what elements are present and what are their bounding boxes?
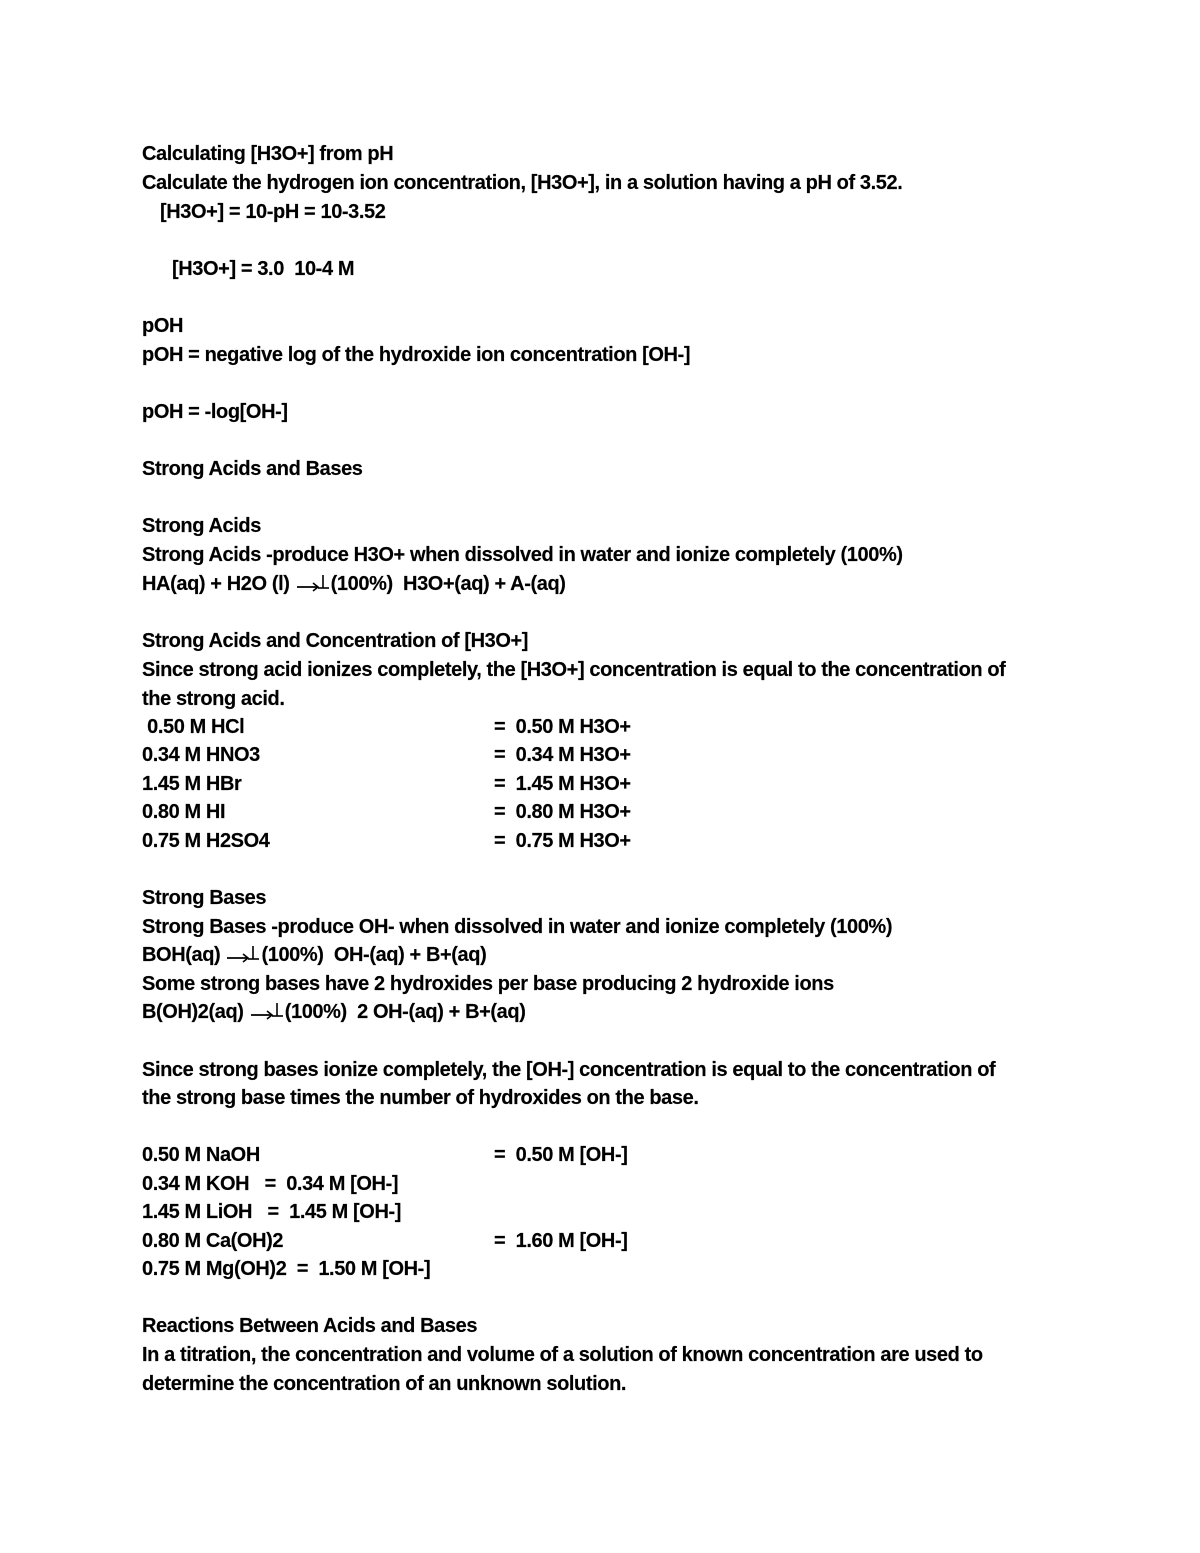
base-name: 1.45 M LiOH = 1.45 M [OH-] xyxy=(142,1201,402,1223)
h3o-value: = 0.34 M H3O+ xyxy=(494,744,631,766)
acid-row xyxy=(142,798,631,826)
acid-name: 0.80 M HI xyxy=(142,801,226,823)
acid-concentration-text-line1: Since strong acid ionizes completely, the [H3O+] concentration is equal to the concentration of xyxy=(142,659,1006,681)
base-name: 0.34 M KOH = 0.34 M [OH-] xyxy=(142,1173,399,1195)
reactions-text-line2: determine the concentration of an unknown solution. xyxy=(142,1373,627,1395)
acid-row xyxy=(142,827,631,855)
reaction-arrow-icon xyxy=(296,573,330,593)
base-row xyxy=(142,1255,430,1283)
base-name: 0.50 M NaOH xyxy=(142,1144,260,1166)
strong-base-reaction-2 xyxy=(142,998,525,1026)
base-row xyxy=(142,1141,628,1169)
base-name: 0.80 M Ca(OH)2 xyxy=(142,1230,284,1252)
acid-row xyxy=(142,770,631,798)
acid-name: 0.34 M HNO3 xyxy=(142,744,260,766)
h3o-value: = 0.75 M H3O+ xyxy=(494,830,631,852)
h3o-formula: [H3O+] = 10-pH = 10-3.52 xyxy=(160,201,386,223)
strong-base-reaction-1 xyxy=(142,941,486,969)
reaction-reactants: HA(aq) + H2O (l) xyxy=(142,573,295,595)
poh-formula: pOH = -log[OH-] xyxy=(142,401,288,423)
strong-acids-description: Strong Acids -produce H3O+ when dissolved in water and ionize completely (100%) xyxy=(142,544,903,566)
question-text: Calculate the hydrogen ion concentration, [H3O+], in a solution having a pH of 3.52. xyxy=(142,172,903,194)
base-name: 0.75 M Mg(OH)2 = 1.50 M [OH-] xyxy=(142,1258,431,1280)
h3o-value: = 1.45 M H3O+ xyxy=(494,773,631,795)
reaction-arrow-icon xyxy=(226,944,260,964)
reaction-reactants: B(OH)2(aq) xyxy=(142,1001,249,1023)
section-title-poh: pOH xyxy=(142,315,184,337)
section-title-strong-bases: Strong Bases xyxy=(142,887,267,909)
section-title-reactions: Reactions Between Acids and Bases xyxy=(142,1315,478,1337)
strong-bases-description: Strong Bases -produce OH- when dissolved in water and ionize completely (100%) xyxy=(142,916,893,938)
strong-bases-note: Some strong bases have 2 hydroxides per base producing 2 hydroxide ions xyxy=(142,973,834,995)
reaction-products: (100%) H3O+(aq) + A-(aq) xyxy=(330,573,566,595)
poh-definition: pOH = negative log of the hydroxide ion concentration [OH-] xyxy=(142,344,691,366)
base-row xyxy=(142,1227,628,1255)
base-concentration-text-line1: Since strong bases ionize completely, the [OH-] concentration is equal to the concentration of xyxy=(142,1059,996,1081)
h3o-value: = 0.80 M H3O+ xyxy=(494,801,631,823)
section-title-strong-acids: Strong Acids xyxy=(142,515,261,537)
reaction-products: (100%) OH-(aq) + B+(aq) xyxy=(261,944,487,966)
acid-name: 1.45 M HBr xyxy=(142,773,242,795)
acid-row xyxy=(142,741,631,769)
section-title-strong-acids-bases: Strong Acids and Bases xyxy=(142,458,363,480)
base-row xyxy=(142,1198,401,1226)
acid-name: 0.50 M HCl xyxy=(142,716,245,738)
reaction-arrow-icon xyxy=(250,1001,284,1021)
section-title-h3o-from-ph: Calculating [H3O+] from pH xyxy=(142,143,394,165)
acid-name: 0.75 M H2SO4 xyxy=(142,830,270,852)
acid-row xyxy=(142,713,631,741)
acid-concentration-text-line2: the strong acid. xyxy=(142,688,285,710)
reaction-reactants: BOH(aq) xyxy=(142,944,226,966)
reactions-text-line1: In a titration, the concentration and volume of a solution of known concentration are used to xyxy=(142,1344,983,1366)
oh-value: = 1.60 M [OH-] xyxy=(494,1230,628,1252)
h3o-result: [H3O+] = 3.0 10-4 M xyxy=(172,258,355,280)
base-row xyxy=(142,1170,398,1198)
base-concentration-text-line2: the strong base times the number of hydroxides on the base. xyxy=(142,1087,699,1109)
strong-acid-reaction xyxy=(142,570,566,598)
section-title-acid-concentration: Strong Acids and Concentration of [H3O+] xyxy=(142,630,529,652)
reaction-products: (100%) 2 OH-(aq) + B+(aq) xyxy=(284,1001,526,1023)
oh-value: = 0.50 M [OH-] xyxy=(494,1144,628,1166)
h3o-value: = 0.50 M H3O+ xyxy=(494,716,631,738)
